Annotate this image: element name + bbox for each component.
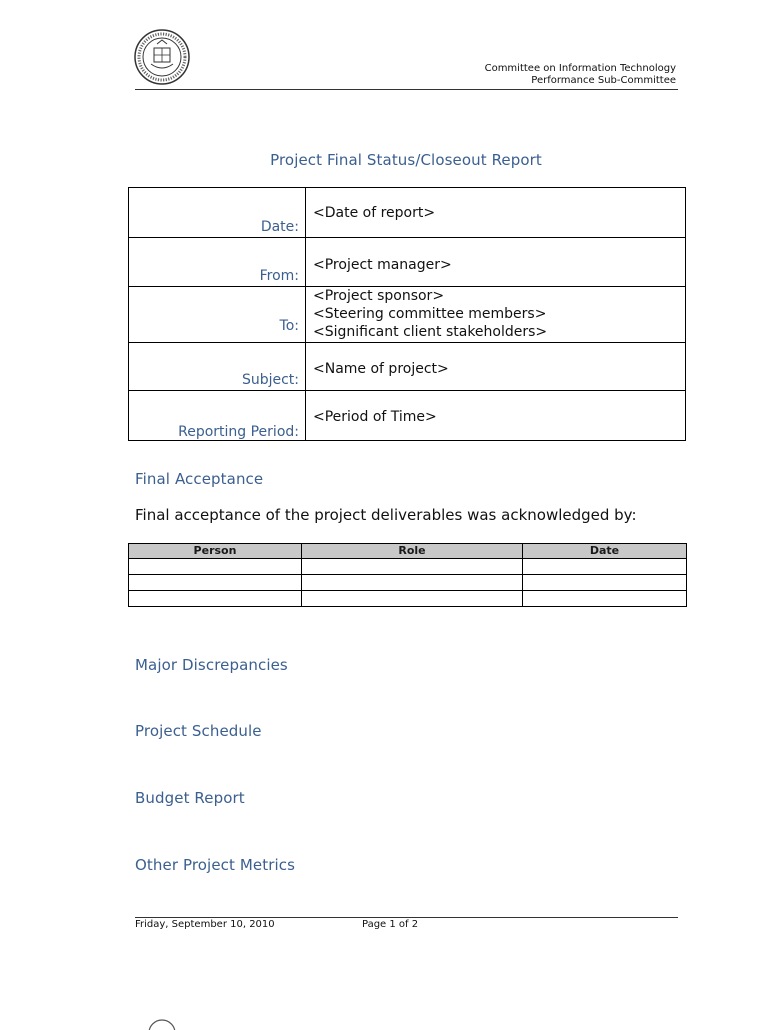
memo-value-period: [306, 391, 686, 441]
table-row: [129, 575, 687, 591]
memo-value-from: [306, 238, 686, 287]
table-cell[interactable]: [302, 591, 523, 607]
memo-row-to: [129, 287, 686, 343]
memo-value-line: <Project manager>: [313, 257, 452, 273]
memo-label-date: Date:: [129, 188, 306, 238]
table-cell[interactable]: [129, 591, 302, 607]
table-cell[interactable]: [523, 575, 687, 591]
column-header-role: Role: [302, 544, 523, 559]
next-page-seal-partial: [147, 1018, 177, 1030]
header-line-1: Committee on Information Technology: [484, 63, 676, 74]
acceptance-paragraph: Final acceptance of the project deliverables was acknowledged by:: [135, 506, 637, 524]
memo-table: [128, 187, 686, 441]
acceptance-header-row: [129, 544, 687, 559]
table-row: [129, 591, 687, 607]
table-cell[interactable]: [129, 575, 302, 591]
table-cell[interactable]: [302, 575, 523, 591]
heading-budget-report: Budget Report: [135, 789, 245, 807]
city-seal-logo: [133, 28, 191, 86]
heading-major-discrepancies: Major Discrepancies: [135, 656, 288, 674]
memo-value-to: [306, 287, 686, 343]
table-row: [129, 559, 687, 575]
header-committee: [485, 63, 676, 87]
memo-row-period: [129, 391, 686, 441]
acceptance-table: [128, 543, 687, 607]
document-title: Project Final Status/Closeout Report: [270, 151, 542, 169]
heading-project-schedule: Project Schedule: [135, 722, 262, 740]
memo-label-from: From:: [129, 238, 306, 287]
memo-value-line: <Significant client stakeholders>: [313, 324, 548, 340]
header-divider: [135, 89, 678, 90]
memo-value-line: <Date of report>: [313, 205, 436, 221]
memo-value-subject: [306, 343, 686, 391]
table-cell[interactable]: [129, 559, 302, 575]
seal-icon: [133, 28, 191, 86]
memo-value-line: <Period of Time>: [313, 409, 437, 425]
seal-icon: [147, 1018, 177, 1030]
table-cell[interactable]: [523, 591, 687, 607]
memo-label-to: To:: [129, 287, 306, 343]
memo-value-line: <Project sponsor>: [313, 288, 445, 304]
column-header-date: Date: [523, 544, 687, 559]
footer-divider: [135, 917, 678, 918]
column-header-person: Person: [129, 544, 302, 559]
memo-value-date: [306, 188, 686, 238]
table-cell[interactable]: [302, 559, 523, 575]
memo-value-line: <Steering committee members>: [313, 306, 547, 322]
memo-row-from: [129, 238, 686, 287]
memo-label-period: Reporting Period:: [129, 391, 306, 441]
heading-other-metrics: Other Project Metrics: [135, 856, 295, 874]
table-cell[interactable]: [523, 559, 687, 575]
heading-final-acceptance: Final Acceptance: [135, 470, 264, 488]
header-line-2: Performance Sub-Committee: [531, 75, 676, 86]
memo-value-line: <Name of project>: [313, 361, 449, 377]
footer-page-number: Page 1 of 2: [362, 919, 419, 930]
memo-row-date: [129, 188, 686, 238]
memo-row-subject: [129, 343, 686, 391]
memo-label-subject: Subject:: [129, 343, 306, 391]
footer-date: Friday, September 10, 2010: [135, 919, 275, 930]
